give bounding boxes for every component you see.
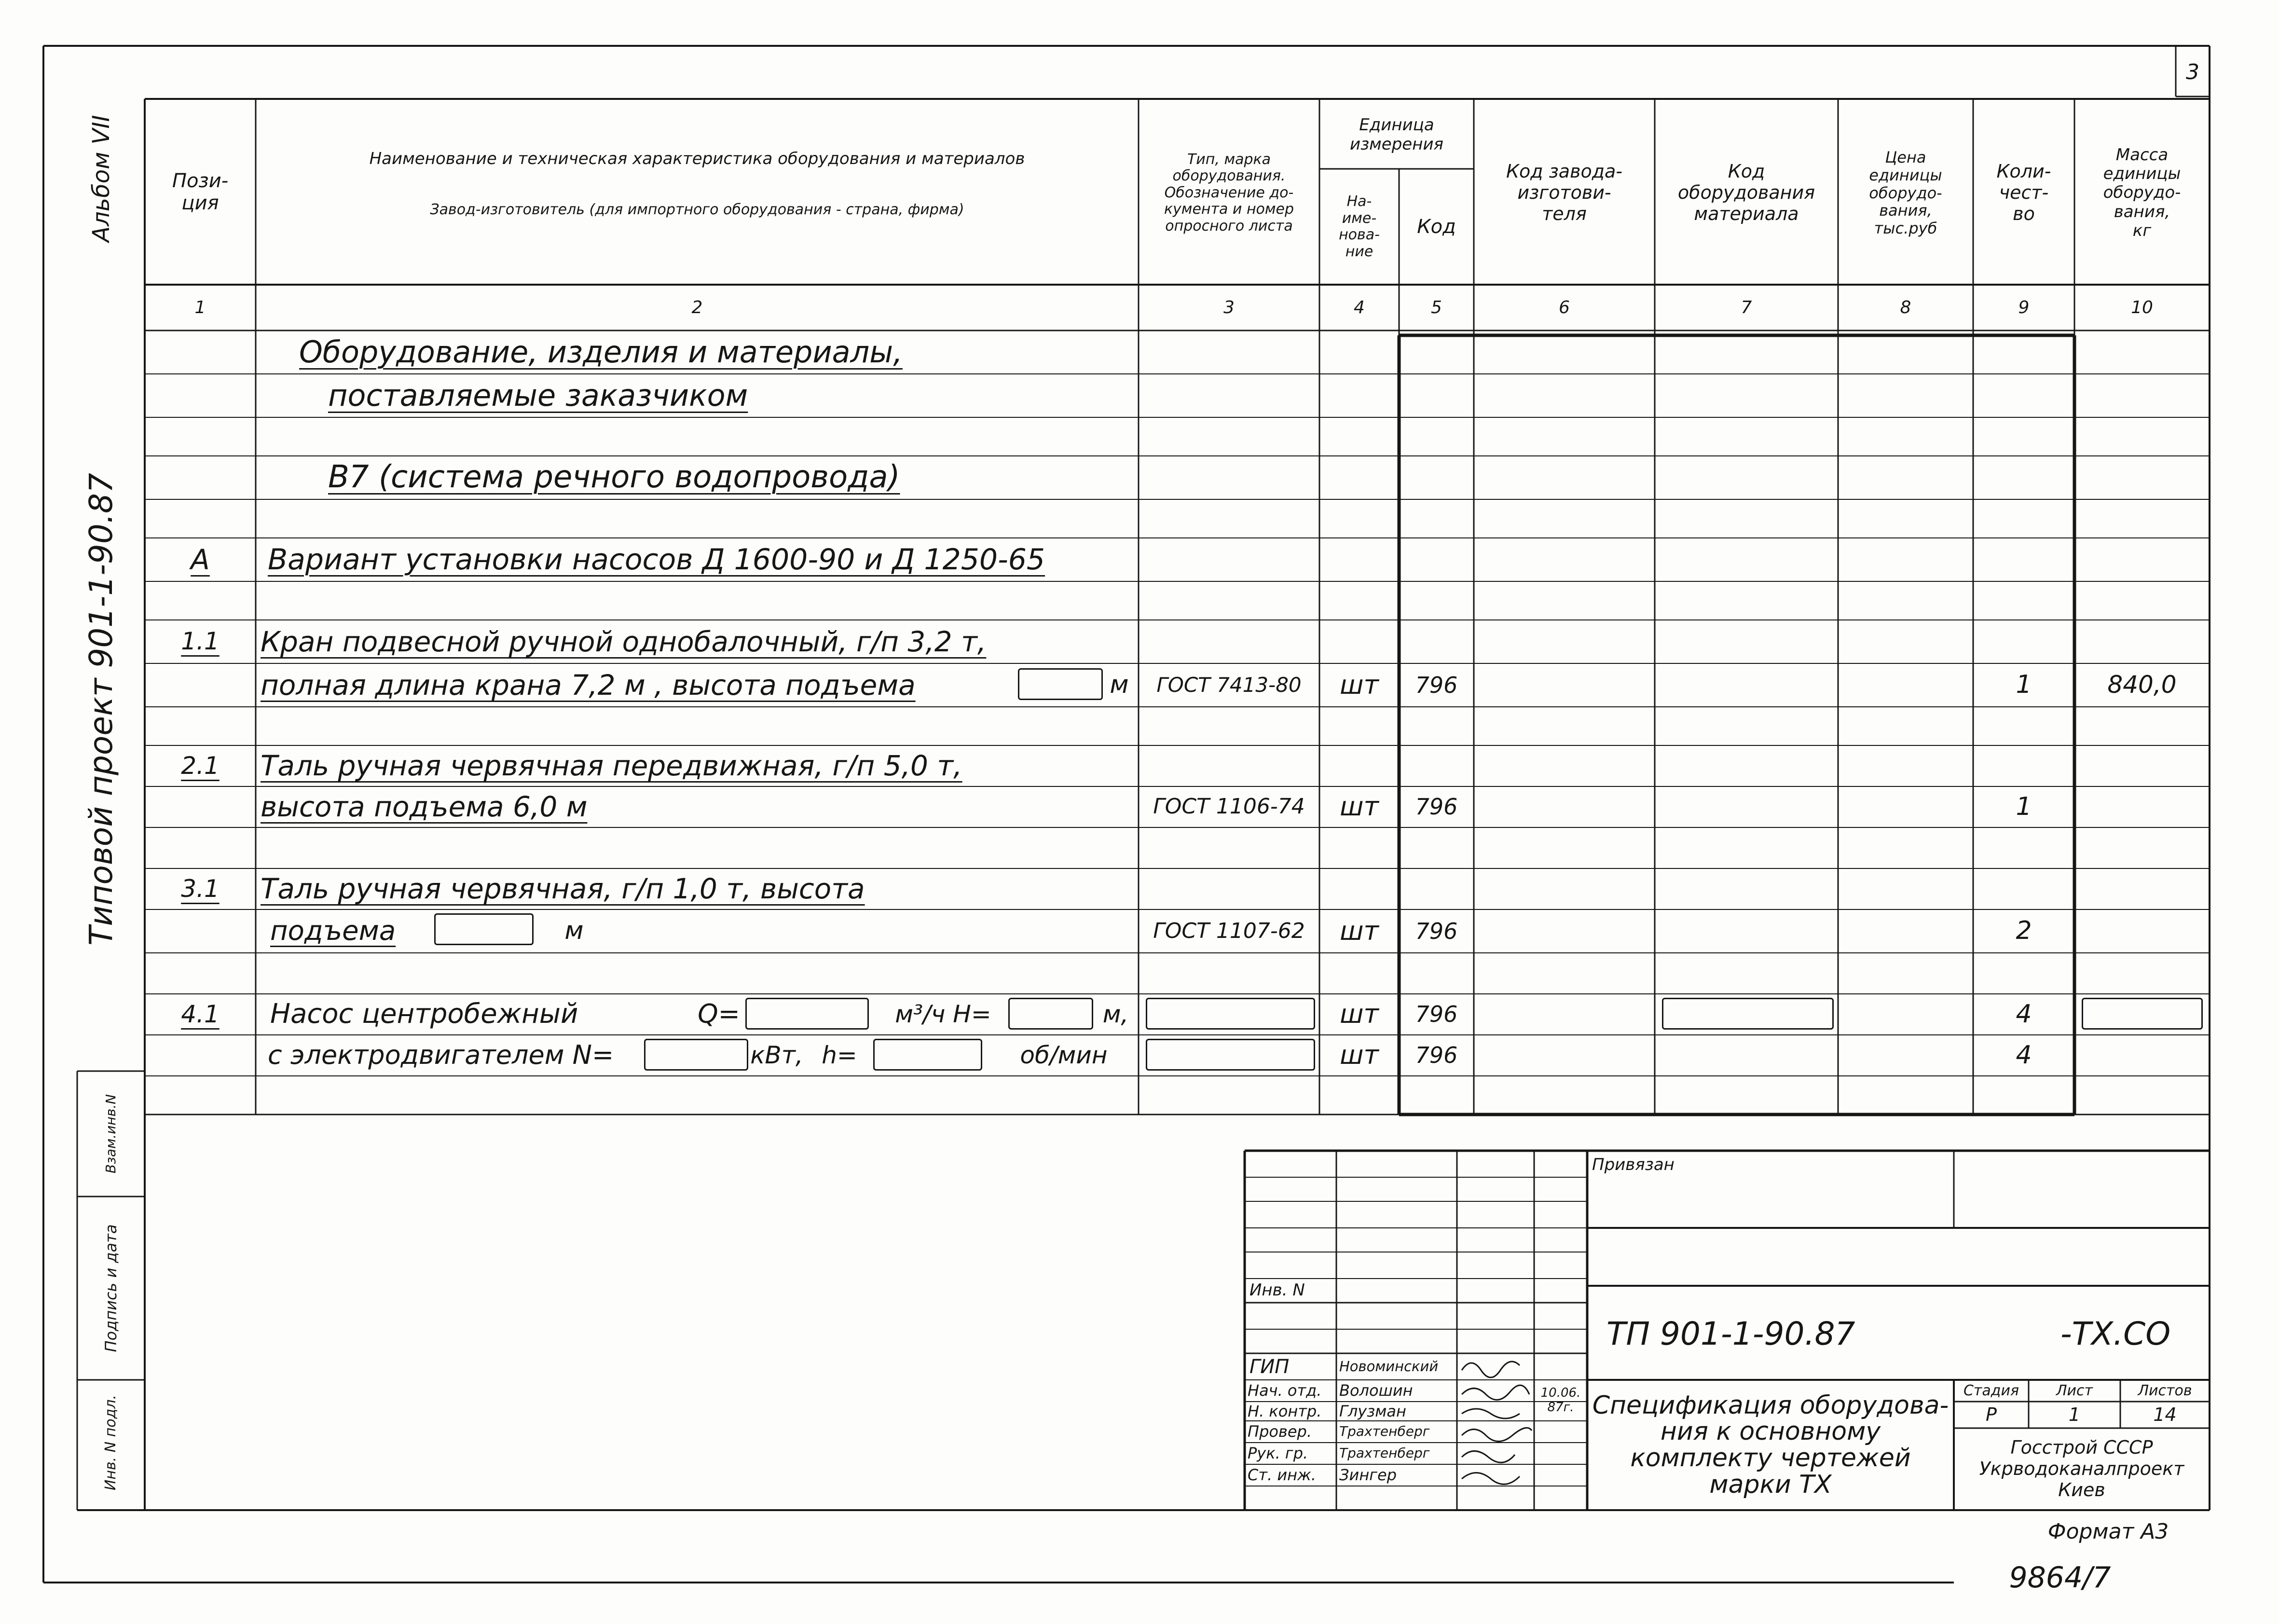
header-unit: Единица измерения	[1349, 115, 1444, 154]
col-num-5: 5	[1431, 297, 1442, 317]
doc-code: ТП 901-1-90.87	[1606, 1315, 1855, 1353]
header-qty: Коли- чест- во	[1996, 161, 2051, 224]
item-4-qty-2: 4	[2016, 1040, 2032, 1070]
role-n-kontr: Н. контр.	[1248, 1402, 1322, 1420]
item-1-height-unit: м	[1110, 670, 1129, 700]
doc-title: Спецификация оборудова- ния к основному комплекту чертежей марки ТХ	[1592, 1390, 1949, 1499]
item-4-code-2: 796	[1415, 1042, 1458, 1069]
role-nach-otd: Нач. отд.	[1248, 1381, 1322, 1400]
item-3-position: 3.1	[181, 874, 220, 903]
item-3-height-unit: м	[564, 916, 584, 946]
col-num-3: 3	[1223, 297, 1235, 317]
item-1-code: 796	[1415, 672, 1458, 698]
item-3-line2: подъема	[270, 915, 396, 947]
item-4-motor-label: с электродвигателем N=	[268, 1040, 614, 1071]
name-gip: Новоминский	[1339, 1358, 1439, 1375]
doc-suffix: -ТХ.СО	[2060, 1315, 2171, 1353]
name-prover: Трахтенберг	[1339, 1423, 1430, 1440]
sheet-header: Лист	[2056, 1382, 2093, 1399]
col-num-8: 8	[1900, 297, 1911, 317]
header-mass: Масса единицы оборудо- вания, кг	[2103, 145, 2181, 240]
item-4-q-field[interactable]	[745, 998, 869, 1030]
col-num-4: 4	[1354, 297, 1365, 317]
item-4-h-unit: м,	[1102, 1000, 1129, 1028]
item-4-rpm-label: h=	[822, 1041, 857, 1069]
header-name-line2: Завод-изготовитель (для импортного оборудования - страна, фирма)	[430, 201, 964, 218]
item-4-rpm-unit: об/мин	[1020, 1041, 1108, 1069]
item-3-code: 796	[1415, 918, 1458, 944]
col-num-1: 1	[194, 297, 206, 317]
item-4-code: 796	[1415, 1001, 1458, 1028]
section-heading-1: Оборудование, изделия и материалы,	[299, 334, 903, 370]
item-4-type-field[interactable]	[1146, 998, 1315, 1030]
format-label: Формат А3	[2047, 1519, 2169, 1544]
item-2-code: 796	[1415, 794, 1458, 820]
header-equip-code: Код оборудования материала	[1677, 161, 1815, 224]
header-type: Тип, марка оборудования. Обозначение до- кумента и номер опросного листа	[1164, 151, 1294, 234]
item-2-unit: шт	[1340, 791, 1379, 822]
name-n-kontr: Глузман	[1339, 1402, 1406, 1420]
organization: Госстрой СССР Укрводоканалпроект Киев	[1979, 1437, 2184, 1500]
item-4-h-field[interactable]	[1008, 998, 1093, 1030]
item-3-type: ГОСТ 1107-62	[1153, 918, 1305, 943]
item-4-q-label: Q=	[698, 999, 740, 1030]
col-num-6: 6	[1559, 297, 1570, 317]
header-position: Пози- ция	[172, 169, 229, 214]
item-1-mass: 840,0	[2107, 671, 2177, 699]
variant-text: Вариант установки насосов Д 1600-90 и Д 1250-65	[268, 542, 1045, 577]
item-1-line2: полная длина крана 7,2 м , высота подъема	[261, 668, 916, 702]
stage-value: Р	[1986, 1404, 1997, 1426]
item-2-line2: высота подъема 6,0 м	[261, 790, 588, 824]
system-heading: В7 (система речного водопровода)	[328, 459, 900, 495]
item-4-unit: шт	[1340, 999, 1379, 1030]
sign-date: 10.06. 87г.	[1540, 1385, 1581, 1415]
privyazan-label: Привязан	[1592, 1155, 1675, 1175]
item-3-unit: шт	[1340, 915, 1379, 946]
header-price: Цена единицы оборудо- вания, тыс.руб	[1869, 148, 1942, 238]
col-num-9: 9	[2018, 297, 2030, 317]
header-unit-code: Код	[1417, 216, 1456, 238]
header-unit-name: На- име- нова- ние	[1339, 193, 1380, 260]
name-st-inzh: Зингер	[1339, 1466, 1397, 1485]
item-4-qty: 4	[2016, 999, 2032, 1029]
header-name-line1: Наименование и техническая характеристика оборудования и материалов	[369, 149, 1025, 169]
sheet-number: 3	[2186, 59, 2199, 84]
role-ruk-gr: Рук. гр.	[1248, 1444, 1308, 1463]
stamp-sign-date: Подпись и дата	[102, 1224, 120, 1352]
item-2-line1: Таль ручная червячная передвижная, г/п 5,0 т,	[261, 749, 962, 783]
name-ruk-gr: Трахтенберг	[1339, 1445, 1430, 1461]
archive-number: 9864/7	[2009, 1560, 2111, 1595]
item-4-rpm-field[interactable]	[873, 1039, 982, 1071]
item-1-line1: Кран подвесной ручной однобалочный, г/п 3,2 т,	[261, 625, 987, 658]
sheet-value: 1	[2068, 1404, 2081, 1426]
name-nach-otd: Волошин	[1339, 1381, 1413, 1400]
stamp-inv-orig: Инв. N подл.	[102, 1394, 119, 1491]
header-maker-code: Код завода- изготови- теля	[1506, 161, 1622, 224]
item-3-line1: Таль ручная червячная, г/п 1,0 т, высота	[261, 872, 865, 906]
item-4-mass-field[interactable]	[2082, 998, 2203, 1030]
item-4-n-field[interactable]	[644, 1039, 748, 1071]
item-1-unit: шт	[1340, 669, 1379, 700]
col-num-7: 7	[1741, 297, 1752, 317]
item-4-pump-label: Насос центробежный	[270, 998, 578, 1030]
item-1-height-field[interactable]	[1018, 668, 1103, 700]
role-gip: ГИП	[1249, 1355, 1290, 1378]
role-prover: Провер.	[1248, 1422, 1312, 1441]
inv-label: Инв. N	[1249, 1280, 1305, 1300]
signatures	[1457, 1351, 1539, 1486]
variant-position: А	[191, 543, 210, 576]
role-st-inzh: Ст. инж.	[1248, 1466, 1317, 1485]
project-label: Типовой проект 901-1-90.87	[82, 473, 120, 946]
item-2-type: ГОСТ 1106-74	[1153, 794, 1305, 819]
item-4-n-unit: кВт,	[750, 1041, 803, 1069]
album-label: Альбом VII	[88, 115, 115, 242]
item-4-equip-code-field[interactable]	[1662, 998, 1834, 1030]
item-4-unit-2: шт	[1340, 1040, 1379, 1071]
item-1-type: ГОСТ 7413-80	[1156, 673, 1302, 697]
col-num-10: 10	[2131, 297, 2153, 317]
section-heading-2: поставляемые заказчиком	[328, 378, 748, 413]
item-3-height-field[interactable]	[434, 913, 534, 945]
stage-header: Стадия	[1963, 1382, 2019, 1399]
sheets-header: Листов	[2138, 1382, 2192, 1399]
stamp-vzam-inv: Взам.инв.N	[103, 1094, 119, 1174]
item-4-position: 4.1	[181, 1000, 220, 1028]
item-1-position: 1.1	[181, 627, 220, 656]
item-3-qty: 2	[2016, 916, 2032, 946]
item-4-q-unit: м³/ч H=	[895, 1000, 991, 1028]
item-2-qty: 1	[2016, 792, 2032, 821]
item-2-position: 2.1	[181, 751, 220, 780]
sheets-value: 14	[2153, 1404, 2177, 1426]
item-1-qty: 1	[2016, 670, 2032, 700]
col-num-2: 2	[691, 297, 703, 317]
item-4-motor-type-field[interactable]	[1146, 1039, 1315, 1071]
